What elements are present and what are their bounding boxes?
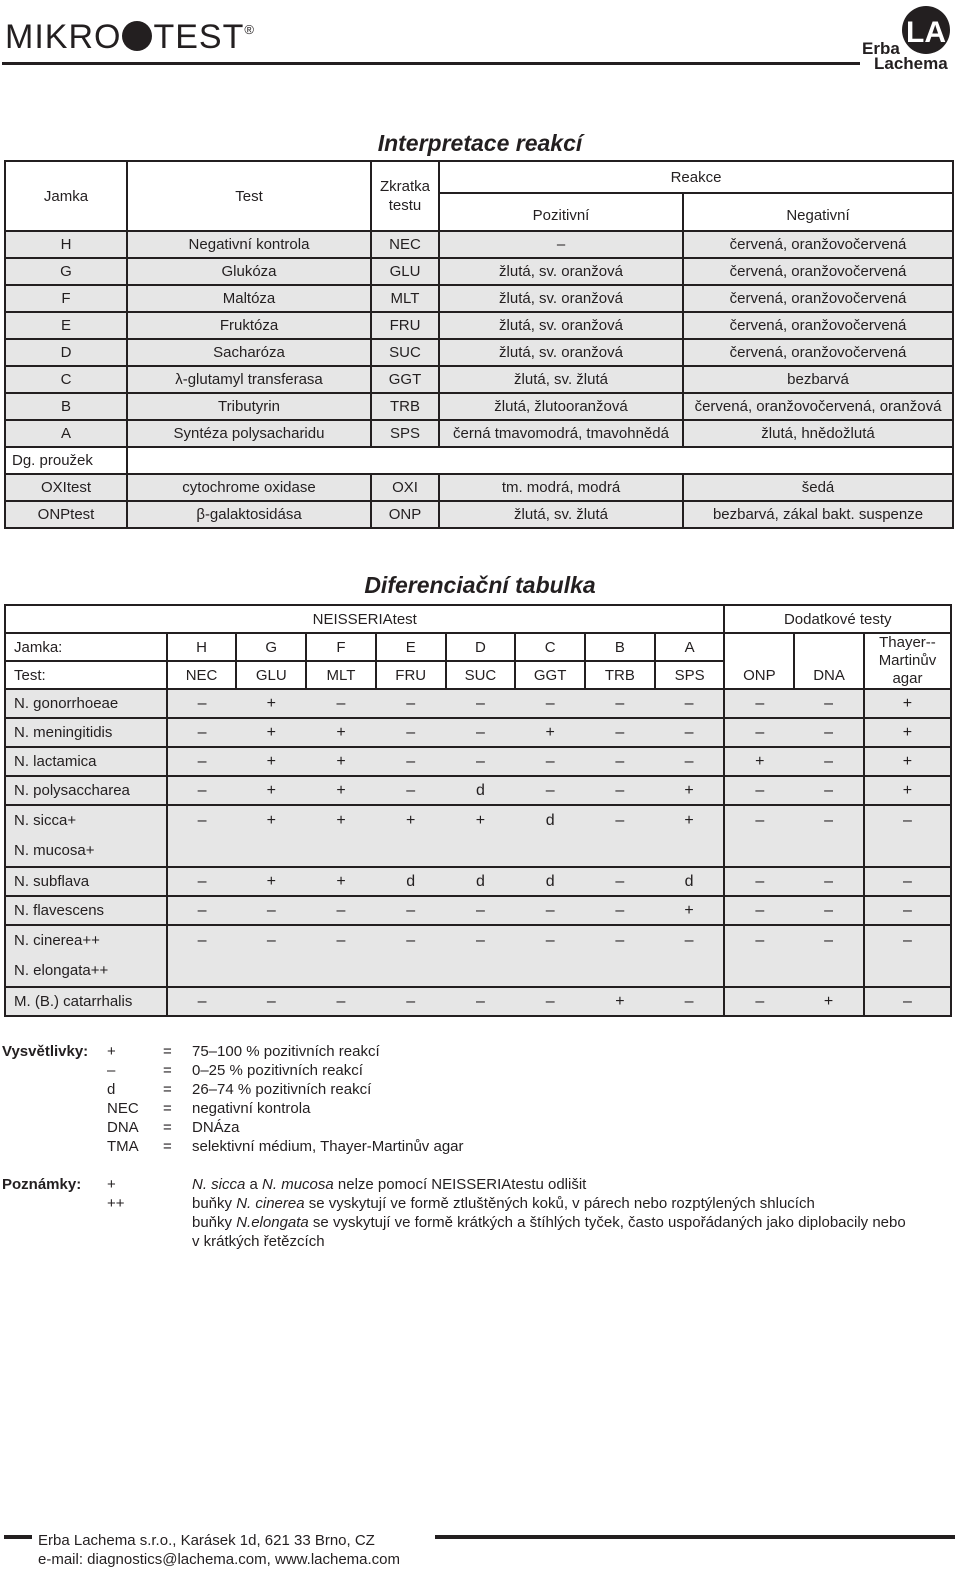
table-row [5,339,953,366]
value-cell: d [376,867,446,896]
cell-well: C [5,366,127,393]
table-row [5,393,953,420]
well-a: A [655,633,725,661]
value-cell: – [724,896,794,925]
value-cell: + [864,776,951,805]
legend-text: negativní kontrola [192,1100,311,1117]
legend-symbol: + [107,1043,116,1060]
cell-positive: žlutá, sv. oranžová [439,258,683,285]
table-row [5,258,953,285]
well-b: B [585,633,655,661]
cell-well: D [5,339,127,366]
value-cell: – [167,776,237,805]
cell-well: E [5,312,127,339]
value-cell: + [236,747,306,776]
value-cell: d [515,867,585,896]
logo-erba-text: Erba [862,39,900,58]
header-well: Jamka [5,161,127,231]
value-cell: – [167,718,237,747]
value-cell: – [446,689,516,718]
strip-empty-cell [127,447,953,474]
value-cell: – [376,718,446,747]
organism-name-line: N. sicca+ [14,812,77,829]
test-suc: SUC [446,661,516,689]
test-trb: TRB [585,661,655,689]
value-cell: – [864,925,951,987]
test-fru: FRU [376,661,446,689]
organism-name [5,805,167,867]
logo-la-circle-icon [122,21,152,51]
logo-lachema-text: Lachema [874,54,948,72]
value-cell: – [724,987,794,1016]
value-cell: d [515,805,585,867]
legend-text: DNÁza [192,1119,240,1136]
table-row [5,689,951,718]
note-3: buňky N.elongata se vyskytují ve formě krátkých a štíhlých tyček, často uspořádaných jako diplobacily nebo [192,1214,906,1231]
value-cell: – [794,896,864,925]
cell-negative: červená, oranžovočervená, oranžová [683,393,953,420]
value-cell: – [167,867,237,896]
header-abbr: Zkratka testu [371,161,439,231]
legend-symbol: – [107,1062,116,1079]
cell-positive: žlutá, sv. žlutá [439,501,683,528]
cell-negative: červená, oranžovočervená [683,339,953,366]
cell-positive: žlutá, sv. žlutá [439,366,683,393]
value-cell: – [236,896,306,925]
value-cell: d [446,867,516,896]
registered-mark: ® [244,22,255,37]
value-cell: – [585,805,655,867]
value-cell: – [864,896,951,925]
table-row [5,474,953,501]
value-cell: – [585,867,655,896]
cell-positive: tm. modrá, modrá [439,474,683,501]
value-cell: – [655,718,725,747]
value-cell: + [306,747,376,776]
value-cell: – [376,925,446,987]
value-cell: – [864,867,951,896]
value-cell: – [236,925,306,987]
value-cell: – [446,987,516,1016]
value-cell: – [446,718,516,747]
legend-equals: = [163,1138,172,1155]
group-extra-tests: Dodatkové testy [724,605,951,633]
legend-text: 75–100 % pozitivních reakcí [192,1043,380,1060]
well-e: E [376,633,446,661]
test-glu: GLU [236,661,306,689]
legend-text: 26–74 % pozitivních reakcí [192,1081,372,1098]
note-3-cont: v krátkých řetězcích [192,1233,325,1250]
value-cell: + [306,718,376,747]
organism-name [5,925,167,987]
test-sps: SPS [655,661,725,689]
cell-test: cytochrome oxidase [127,474,371,501]
value-cell: + [236,776,306,805]
organism-name: N. flavescens [5,896,167,925]
note-symbol-1: + [107,1176,116,1193]
legend-equals: = [163,1043,172,1060]
value-cell: – [794,747,864,776]
footer-rule-left [4,1535,32,1539]
cell-abbr: NEC [371,231,439,258]
cell-negative: šedá [683,474,953,501]
legend-label: Vysvětlivky: [2,1043,89,1060]
cell-positive: žlutá, sv. oranžová [439,339,683,366]
value-cell: – [376,689,446,718]
legend-symbol: TMA [107,1138,139,1155]
cell-test: Glukóza [127,258,371,285]
differential-table [4,604,952,1017]
interpretation-table [4,160,954,529]
value-cell: – [306,896,376,925]
test-nec: NEC [167,661,237,689]
cell-positive: žlutá, sv. oranžová [439,312,683,339]
value-cell: + [864,689,951,718]
value-cell: – [655,987,725,1016]
value-cell: – [585,689,655,718]
value-cell: – [724,867,794,896]
notes-label: Poznámky: [2,1176,82,1193]
table-row [5,867,951,896]
value-cell: – [236,987,306,1016]
cell-abbr: GLU [371,258,439,285]
cell-negative: červená, oranžovočervená [683,258,953,285]
header-test: Test [127,161,371,231]
cell-negative: červená, oranžovočervená [683,285,953,312]
value-cell: – [515,987,585,1016]
value-cell: – [794,867,864,896]
value-cell: – [724,805,794,867]
cell-test: Syntéza polysacharidu [127,420,371,447]
differential-title: Diferenciační tabulka [364,572,596,598]
cell-abbr: FRU [371,312,439,339]
value-cell: + [306,805,376,867]
value-cell: + [864,718,951,747]
value-cell: – [655,689,725,718]
value-cell: d [446,776,516,805]
test-onp: ONP [724,633,794,689]
legend-equals: = [163,1119,172,1136]
value-cell: + [655,776,725,805]
table-row [5,747,951,776]
table-row [5,285,953,312]
header-rule [2,62,860,65]
legend-symbol: NEC [107,1100,139,1117]
value-cell: + [236,805,306,867]
strip-label: Dg. proužek [5,447,127,474]
cell-abbr: TRB [371,393,439,420]
value-cell: – [724,718,794,747]
label-test: Test: [5,661,167,689]
header-negative: Negativní [683,193,953,231]
table-row [5,501,953,528]
table-row [5,366,953,393]
table-row [5,776,951,805]
cell-negative: červená, oranžovočervená [683,231,953,258]
value-cell: – [446,925,516,987]
value-cell: – [376,747,446,776]
cell-well: ONPtest [5,501,127,528]
cell-negative: červená, oranžovočervená [683,312,953,339]
table-row [5,925,951,987]
value-cell: – [306,689,376,718]
cell-test: Sacharóza [127,339,371,366]
note-symbol-2: ++ [107,1195,125,1212]
value-cell: – [585,896,655,925]
logo-text-a: MIKRO [5,18,122,56]
value-cell: + [724,747,794,776]
cell-positive: černá tmavomodrá, tmavohnědá [439,420,683,447]
value-cell: – [306,925,376,987]
cell-positive: – [439,231,683,258]
cell-positive: žlutá, sv. oranžová [439,285,683,312]
value-cell: + [655,896,725,925]
table-row [5,312,953,339]
value-cell: – [167,805,237,867]
well-c: C [515,633,585,661]
well-g: G [236,633,306,661]
cell-test: Fruktóza [127,312,371,339]
cell-negative: bezbarvá, zákal bakt. suspenze [683,501,953,528]
value-cell: + [655,805,725,867]
value-cell: – [376,896,446,925]
header-positive: Pozitivní [439,193,683,231]
cell-abbr: OXI [371,474,439,501]
cell-well: OXItest [5,474,127,501]
value-cell: – [794,776,864,805]
table-row [5,896,951,925]
value-cell: – [167,689,237,718]
test-tma: Thayer--Martinův agar [864,633,951,689]
value-cell: – [724,925,794,987]
cell-well: A [5,420,127,447]
strip-header-row [5,447,953,474]
value-cell: – [585,925,655,987]
erba-lachema-logo [860,4,952,72]
value-cell: – [515,747,585,776]
organism-name: N. polysaccharea [5,776,167,805]
value-cell: – [794,718,864,747]
cell-well: G [5,258,127,285]
table-row [5,231,953,258]
mikrolatest-logo [5,20,255,54]
footer-contact: e-mail: diagnostics@lachema.com, www.lachema.com [38,1551,401,1568]
notes-text [192,1175,954,1251]
value-cell: + [306,867,376,896]
svg-text:LA: LA [906,16,946,49]
test-dna: DNA [794,633,864,689]
legend-equals: = [163,1081,172,1098]
cell-test: λ-glutamyl transferasa [127,366,371,393]
organism-name-line: N. elongata++ [14,962,109,979]
well-d: D [446,633,516,661]
interpretation-title: Interpretace reakcí [377,130,583,156]
cell-well: B [5,393,127,420]
cell-abbr: SUC [371,339,439,366]
value-cell: – [376,987,446,1016]
value-cell: + [794,987,864,1016]
value-cell: d [655,867,725,896]
legend-symbol: d [107,1081,116,1098]
note-2: buňky N. cinerea se vyskytují ve formě ztluštěných koků, v párech nebo rozptýlených shlucích [192,1195,815,1212]
cell-positive: žlutá, žlutooranžová [439,393,683,420]
cell-abbr: SPS [371,420,439,447]
value-cell: – [446,747,516,776]
organism-name: N. meningitidis [5,718,167,747]
value-cell: – [515,896,585,925]
legend-text: selektivní médium, Thayer-Martinův agar [192,1138,464,1155]
value-cell: – [794,805,864,867]
header-reaction: Reakce [439,161,953,193]
legend-symbol: DNA [107,1119,139,1136]
value-cell: – [585,718,655,747]
value-cell: – [655,925,725,987]
value-cell: – [724,689,794,718]
value-cell: + [585,987,655,1016]
organism-name: N. lactamica [5,747,167,776]
value-cell: + [864,747,951,776]
value-cell: + [446,805,516,867]
cell-test: Negativní kontrola [127,231,371,258]
legend-equals: = [163,1100,172,1117]
cell-abbr: MLT [371,285,439,312]
value-cell: – [167,925,237,987]
value-cell: – [515,689,585,718]
cell-negative: bezbarvá [683,366,953,393]
value-cell: – [446,896,516,925]
table-row [5,805,951,867]
value-cell: – [376,776,446,805]
value-cell: – [724,776,794,805]
organism-name: N. gonorrhoeae [5,689,167,718]
cell-test: β-galaktosidása [127,501,371,528]
value-cell: – [515,925,585,987]
group-neisseria: NEISSERIAtest [5,605,724,633]
legend-equals: = [163,1062,172,1079]
value-cell: + [515,718,585,747]
value-cell: – [167,987,237,1016]
value-cell: + [236,689,306,718]
value-cell: – [585,747,655,776]
value-cell: + [306,776,376,805]
well-h: H [167,633,237,661]
table-row [5,420,953,447]
value-cell: – [167,747,237,776]
test-mlt: MLT [306,661,376,689]
test-ggt: GGT [515,661,585,689]
value-cell: + [236,718,306,747]
value-cell: + [376,805,446,867]
cell-well: H [5,231,127,258]
cell-test: Tributyrin [127,393,371,420]
cell-well: F [5,285,127,312]
value-cell: – [794,689,864,718]
organism-name-line: N. cinerea++ [14,932,100,949]
logo-text-b: TEST [153,18,245,56]
organism-name-line: N. mucosa+ [14,842,95,859]
value-cell: – [864,805,951,867]
value-cell: – [515,776,585,805]
value-cell: – [794,925,864,987]
well-f: F [306,633,376,661]
cell-abbr: ONP [371,501,439,528]
footer-address: Erba Lachema s.r.o., Karásek 1d, 621 33 Brno, CZ [38,1532,375,1549]
value-cell: – [864,987,951,1016]
table-row [5,718,951,747]
value-cell: – [585,776,655,805]
organism-name: N. subflava [5,867,167,896]
value-cell: – [306,987,376,1016]
cell-abbr: GGT [371,366,439,393]
value-cell: + [236,867,306,896]
value-cell: – [167,896,237,925]
label-well: Jamka: [5,633,167,661]
note-1: N. sicca a N. mucosa nelze pomocí NEISSERIAtestu odlišit [192,1176,587,1193]
cell-negative: žlutá, hnědožlutá [683,420,953,447]
value-cell: – [655,747,725,776]
footer-rule-right [435,1535,955,1539]
cell-test: Maltóza [127,285,371,312]
legend-text: 0–25 % pozitivních reakcí [192,1062,363,1079]
table-row [5,987,951,1016]
organism-name: M. (B.) catarrhalis [5,987,167,1016]
